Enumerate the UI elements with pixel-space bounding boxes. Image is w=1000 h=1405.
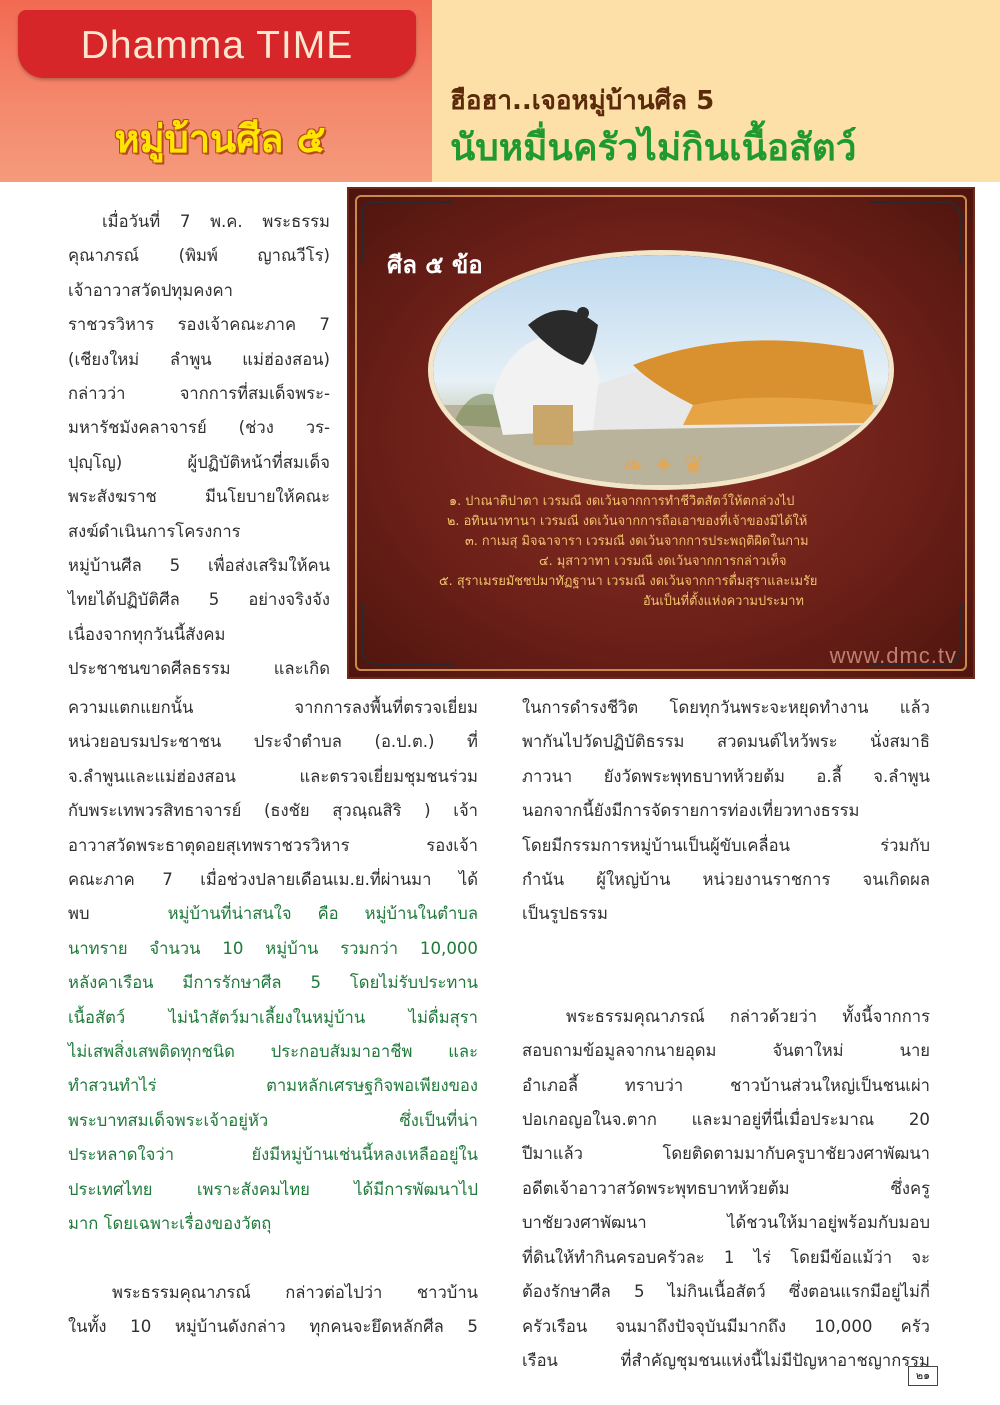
text-line: ความแตกแยกนั้น จากการลงพื้นที่ตรวจเยี่ยม	[68, 698, 478, 717]
highlight-line: มาก โดยเฉพาะเรื่องของวัตถุ	[68, 1214, 272, 1234]
text-line: สอบถามข้อมูลจากนายอุดม จันตาใหม่ นาย	[522, 1041, 930, 1061]
highlight-line: เนื้อสัตว์ ไม่นำสัตว์มาเลี้ยงในหมู่บ้าน ไม่ดื่มสุรา	[68, 1007, 478, 1027]
paragraph-gap	[522, 966, 930, 1000]
precepts-list	[407, 492, 917, 612]
text-line: เป็นรูปธรรม	[522, 904, 608, 924]
text-line: พระสังฆราช มีนโยบายให้คณะ	[68, 487, 330, 507]
precept-item: ๔. มุสาวาทา เวรมณี งดเว้นจากการกล่าวเท็จ	[539, 554, 787, 569]
precept-item: ๕. สุราเมรยมัชชปมาทัฏฐานา เวรมณี งดเว้นจากการดื่มสุราและเมรัย	[439, 574, 818, 589]
text-line: มหารัชมังคลาจารย์ (ช่วง วร-	[68, 418, 330, 438]
text-fragment: พบ	[68, 904, 90, 924]
highlight-text: หมู่บ้านที่น่าสนใจ คือ หมู่บ้านในตำบล	[167, 904, 478, 924]
section-title: หมู่บ้านศีล ๕	[114, 117, 326, 161]
right-column	[522, 691, 930, 1378]
watermark: www.dmc.tv	[829, 643, 957, 668]
kicker: ฮือฮา..เจอหมู่บ้านศีล 5	[450, 86, 715, 116]
left-column	[68, 691, 478, 1344]
precept-item: ๑. ปาณาติปาตา เวรมณี งดเว้นจากการทำชีวิตสัตว์ให้ตกล่วงไป	[449, 494, 795, 509]
text-line: จ.ลำพูนและแม่ฮ่องสอน และตรวจเยี่ยมชุมชนร่วม	[68, 766, 478, 786]
highlight-line: นาทราย จำนวน 10 หมู่บ้าน รวมกว่า 10,000	[68, 938, 478, 958]
intro-column	[68, 205, 330, 687]
text-line: เนื่องจากทุกวันนี้สังคม	[68, 624, 226, 644]
panel-title: ศีล ๕ ข้อ	[387, 251, 483, 279]
highlight-line: ทำสวนทำไร่ ตามหลักเศรษฐกิจพอเพียงของ	[68, 1076, 478, 1096]
page-number: ๒๑	[908, 1366, 938, 1386]
text-line: ไทยได้ปฏิบัติศีล 5 อย่างจริงจัง	[68, 590, 330, 610]
text-line: เมื่อวันที่ 7 พ.ค. พระธรรม	[102, 212, 330, 231]
text-line: หมู่บ้านศีล 5 เพื่อส่งเสริมให้คน	[68, 556, 330, 576]
text-line: คณะภาค 7 เมื่อช่วงปลายเดือนเม.ย.ที่ผ่านมา ได้	[68, 870, 478, 890]
text-line-mixed	[68, 897, 478, 931]
text-line: ต้องรักษาศีล 5 ไม่กินเนื้อสัตว์ ซึ่งตอนแรกมีอยู่ไม่กี่	[522, 1282, 930, 1302]
text-line: พระธรรมคุณาภรณ์ กล่าวด้วยว่า ทั้งนี้จากการ	[566, 1006, 930, 1026]
text-line: กล่าวว่า จากการที่สมเด็จพระ-	[68, 384, 330, 404]
text-line: ครัวเรือน จนมาถึงปัจจุบันมีมากถึง 10,000 ครัว	[522, 1316, 930, 1336]
text-line: คุณาภรณ์ (พิมพ์ ญาณวีโร)	[68, 246, 330, 266]
text-line: พระธรรมคุณาภรณ์ กล่าวต่อไปว่า ชาวบ้าน	[112, 1282, 478, 1302]
precept-item: ๒. อทินนาทานา เวรมณี งดเว้นจากการถือเอาของที่เจ้าของมิได้ให้	[447, 514, 808, 529]
text-line: อาวาสวัดพระธาตุดอยสุเทพราชวรวิหาร รองเจ้า	[68, 835, 478, 855]
text-line: บาชัยวงศาพัฒนา ได้ชวนให้มาอยู่พร้อมกับมอบ	[522, 1213, 930, 1233]
text-line: โดยมีกรรมการหมู่บ้านเป็นผู้ขับเคลื่อน ร่วมกับ	[522, 835, 930, 855]
headline: นับหมื่นครัวไม่กินเนื้อสัตว์	[450, 126, 857, 169]
precept-item: ๓. กาเมสุ มิจฉาจารา เวรมณี งดเว้นจากการประพฤติผิดในกาม	[465, 534, 809, 549]
highlight-line: หลังคาเรือน มีการรักษาศีล 5 โดยไม่รับประทาน	[68, 973, 478, 993]
dhamma-time-tag	[18, 10, 416, 78]
highlight-line: พระบาทสมเด็จพระเจ้าอยู่หัว ซึ่งเป็นที่น่า	[68, 1110, 478, 1130]
text-line: เรือน ที่สำคัญชุมชนแห่งนี้ไม่มีปัญหาอาชญากรรม	[522, 1350, 930, 1370]
text-line: กำนัน ผู้ใหญ่บ้าน หน่วยงานราชการ จนเกิดผล	[522, 870, 930, 890]
text-line: กับพระเทพวรสิทธาจารย์ (ธงชัย สุวณฺณสิริ ) เจ้า	[68, 801, 478, 821]
tag-label: Dhamma TIME	[80, 24, 354, 67]
highlight-line: ไม่เสพสิ่งเสพติดทุกชนิด ประกอบสัมมาอาชีพ และ	[68, 1042, 478, 1062]
text-line: พากันไปวัดปฏิบัติธรรม สวดมนต์ไหว้พระ นั่งสมาธิ	[522, 732, 930, 752]
text-line: หน่วยอบรมประชาชน ประจำตำบล (อ.ป.ต.) ที่	[68, 732, 478, 752]
text-line: อำเภอลี้ ทราบว่า ชาวบ้านส่วนใหญ่เป็นชนเผ่า	[522, 1075, 930, 1095]
text-line: อดีตเจ้าอาวาสวัดพระพุทธบาทห้วยต้ม ซึ่งครู	[522, 1178, 930, 1198]
text-line: ราชวรวิหาร รองเจ้าคณะภาค 7	[68, 315, 330, 335]
text-line: ปอเกอญอในจ.ตาก และมาอยู่ที่นี่เมื่อประมาณ 20	[522, 1110, 930, 1130]
header-left-band	[0, 0, 432, 182]
highlight-line: ประเทศไทย เพราะสังคมไทย ได้มีการพัฒนาไป	[68, 1179, 478, 1199]
text-line: ในการดำรงชีวิต โดยทุกวันพระจะหยุดทำงาน แล้ว	[522, 698, 930, 717]
text-line: นอกจากนี้ยังมีการจัดรายการท่องเที่ยวทางธรรม	[522, 801, 860, 821]
text-line: ประชาชนขาดศีลธรรม และเกิด	[68, 659, 330, 679]
text-line: เจ้าอาวาสวัดปทุมคงคา	[68, 280, 233, 300]
text-line: (เชียงใหม่ ลำพูน แม่ฮ่องสอน)	[68, 349, 330, 369]
text-line: ปีมาแล้ว โดยติดตามมากับครูบาชัยวงศาพัฒนา	[522, 1144, 930, 1164]
paragraph-gap	[68, 1242, 478, 1276]
ornament-divider: ❧ ✦ ❦	[623, 451, 705, 481]
paragraph-gap	[522, 932, 930, 966]
text-line: ภาวนา ยังวัดพระพุทธบาทห้วยต้ม อ.ลี้ จ.ลำพูน	[522, 766, 930, 786]
text-line: สงฆ์ดำเนินการโครงการ	[68, 521, 241, 541]
five-precepts-image	[347, 187, 975, 679]
ornament-corner	[361, 603, 453, 665]
text-line: ในทั้ง 10 หมู่บ้านดังกล่าว ทุกคนจะยึดหลักศีล 5	[68, 1316, 478, 1336]
text-line: ที่ดินให้ทำกินครอบครัวละ 1 ไร่ โดยมีข้อแม้ว่า จะ	[522, 1247, 930, 1267]
text-line: ปุญฺโญ) ผู้ปฏิบัติหน้าที่สมเด็จ	[68, 452, 330, 472]
highlight-line: ประหลาดใจว่า ยังมีหมู่บ้านเช่นนี้หลงเหลืออยู่ใน	[68, 1145, 478, 1165]
precept-item: อันเป็นที่ตั้งแห่งความประมาท	[643, 594, 804, 609]
ornament-corner	[869, 201, 961, 263]
